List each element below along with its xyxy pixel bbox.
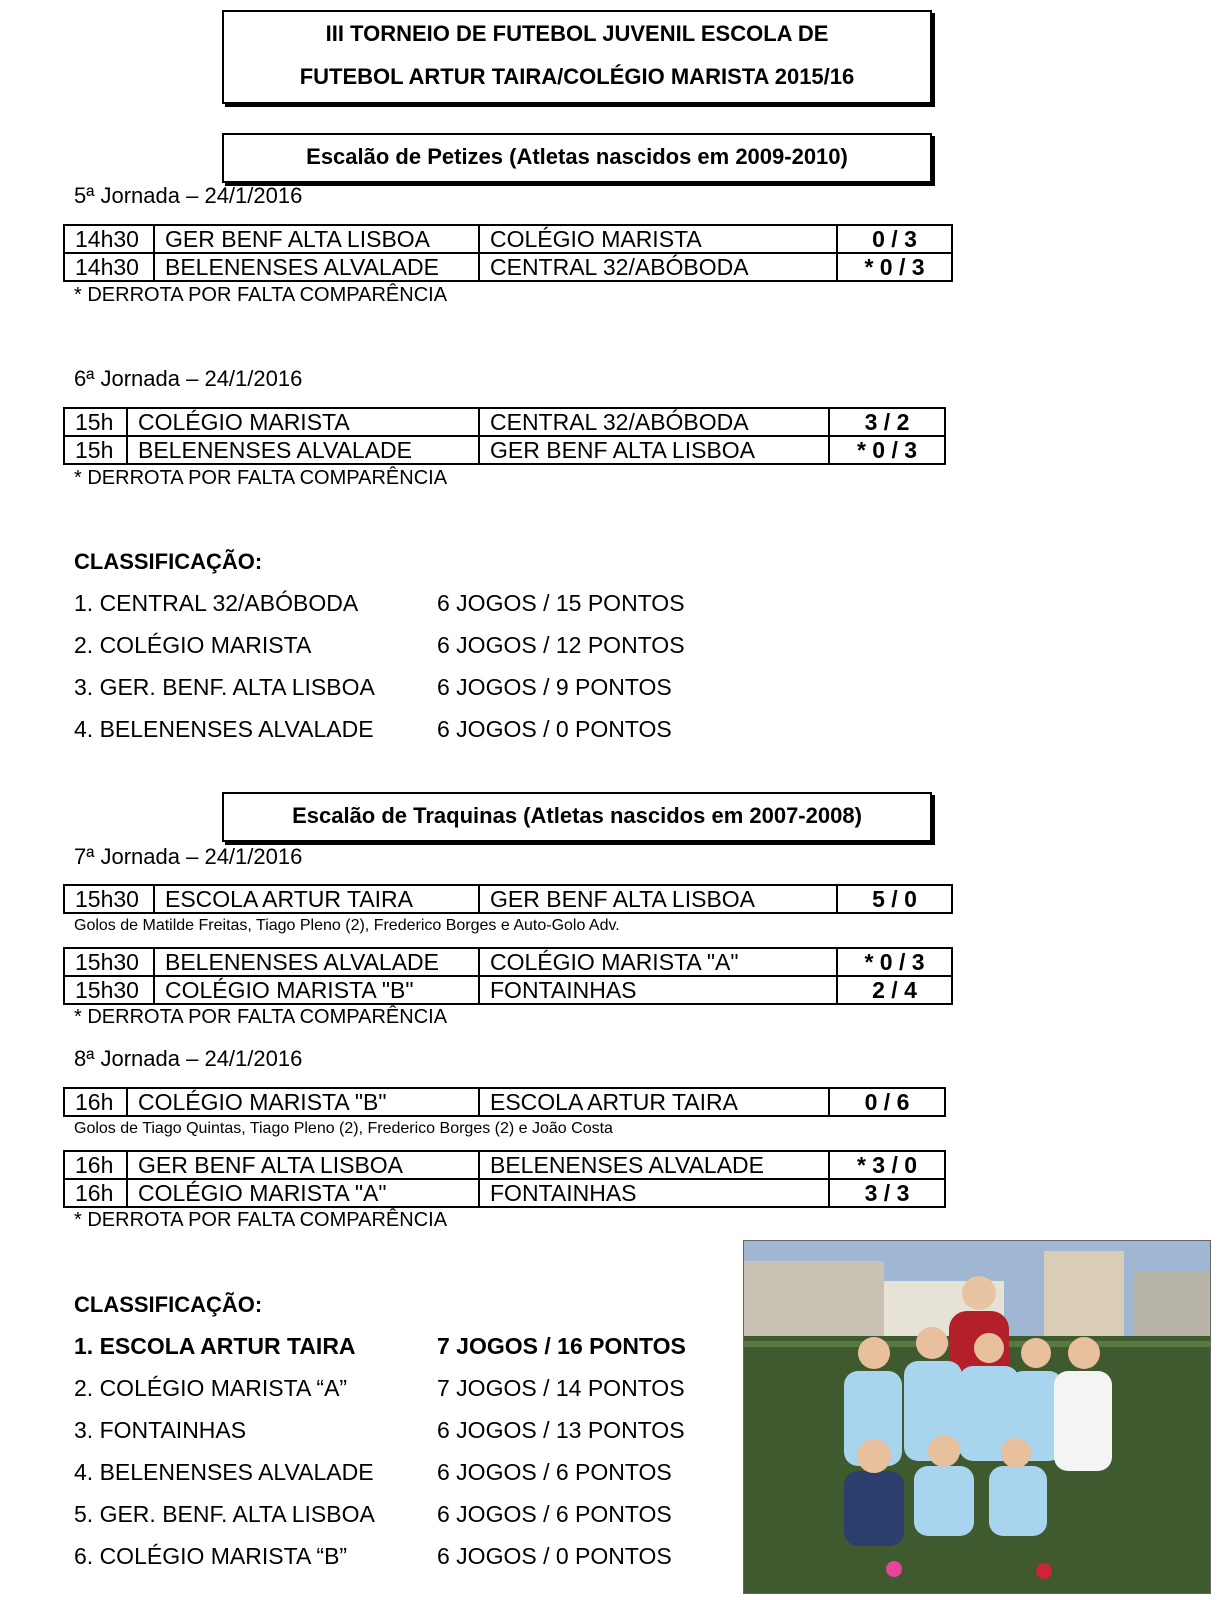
ranking-stats: 6 JOGOS / 0 PONTOS: [437, 716, 672, 742]
home-team: ESCOLA ARTUR TAIRA: [154, 885, 479, 913]
game-score: * 3 / 0: [829, 1151, 945, 1179]
home-team: COLÉGIO MARISTA "B": [154, 976, 479, 1004]
home-team: COLÉGIO MARISTA: [127, 408, 479, 436]
away-team: CENTRAL 32/ABÓBODA: [479, 408, 829, 436]
ranking-stats: 6 JOGOS / 15 PONTOS: [437, 590, 685, 616]
ranking-team: 3. GER. BENF. ALTA LISBOA: [74, 674, 375, 700]
team-photo-illustration: [744, 1241, 1210, 1593]
game-time: 16h: [64, 1088, 127, 1116]
round-5-label: 5ª Jornada – 24/1/2016: [74, 183, 303, 208]
game-time: 15h30: [64, 948, 154, 976]
forfeit-note: * DERROTA POR FALTA COMPARÊNCIA: [74, 1006, 448, 1028]
round-7-game-a-table: [63, 884, 953, 914]
game-score: * 0 / 3: [837, 253, 952, 281]
round-8-game-a-table: [63, 1087, 946, 1117]
ranking-row: [74, 674, 754, 704]
goal-scorers: Golos de Matilde Freitas, Tiago Pleno (2), Frederico Borges e Auto-Golo Adv.: [74, 917, 620, 934]
ranking-team: 4. BELENENSES ALVALADE: [74, 1459, 374, 1485]
petizes-category-title: Escalão de Petizes (Atletas nascidos em 2009-2010): [222, 133, 932, 183]
home-team: BELENENSES ALVALADE: [127, 436, 479, 464]
ranking-row: [74, 1543, 754, 1573]
table-row: [64, 225, 952, 253]
game-time: 15h30: [64, 885, 154, 913]
round-5-games-table: [63, 224, 953, 282]
forfeit-note: * DERROTA POR FALTA COMPARÊNCIA: [74, 1209, 448, 1231]
tournament-title-line-1: III TORNEIO DE FUTEBOL JUVENIL ESCOLA DE: [325, 21, 829, 46]
game-score: 2 / 4: [837, 976, 952, 1004]
ranking-team: 1. CENTRAL 32/ABÓBODA: [74, 590, 359, 616]
table-row: [64, 408, 945, 436]
ranking-team: 1. ESCOLA ARTUR TAIRA: [74, 1333, 356, 1359]
away-team: GER BENF ALTA LISBOA: [479, 885, 837, 913]
ranking-row: [74, 1417, 754, 1447]
game-time: 15h: [64, 436, 127, 464]
home-team: COLÉGIO MARISTA "B": [127, 1088, 479, 1116]
round-8-games-table: [63, 1150, 946, 1208]
table-row: [64, 1151, 945, 1179]
tournament-title-line-2: FUTEBOL ARTUR TAIRA/COLÉGIO MARISTA 2015/16: [299, 64, 855, 89]
ranking-row: [74, 590, 754, 620]
game-score: 0 / 3: [837, 225, 952, 253]
away-team: COLÉGIO MARISTA: [479, 225, 837, 253]
away-team: BELENENSES ALVALADE: [479, 1151, 829, 1179]
home-team: BELENENSES ALVALADE: [154, 948, 479, 976]
round-7-games-table: [63, 947, 953, 1005]
tournament-title-box: [222, 10, 932, 104]
ranking-stats: 6 JOGOS / 6 PONTOS: [437, 1501, 672, 1527]
ranking-stats: 7 JOGOS / 16 PONTOS: [437, 1333, 686, 1359]
ranking-team: 4. BELENENSES ALVALADE: [74, 716, 374, 742]
team-photo: [743, 1240, 1211, 1594]
away-team: COLÉGIO MARISTA "A": [479, 948, 837, 976]
round-6-label: 6ª Jornada – 24/1/2016: [74, 366, 303, 391]
ranking-team: 2. COLÉGIO MARISTA: [74, 632, 312, 658]
away-team: GER BENF ALTA LISBOA: [479, 436, 829, 464]
home-team: GER BENF ALTA LISBOA: [127, 1151, 479, 1179]
round-7-label: 7ª Jornada – 24/1/2016: [74, 844, 303, 869]
away-team: CENTRAL 32/ABÓBODA: [479, 253, 837, 281]
game-time: 16h: [64, 1179, 127, 1207]
traquinas-category-title: Escalão de Traquinas (Atletas nascidos em 2007-2008): [222, 792, 932, 842]
ranking-stats: 6 JOGOS / 13 PONTOS: [437, 1417, 685, 1443]
game-time: 14h30: [64, 225, 154, 253]
ranking-stats: 6 JOGOS / 12 PONTOS: [437, 632, 685, 658]
game-score: 0 / 6: [829, 1088, 945, 1116]
table-row: [64, 1179, 945, 1207]
petizes-classification-title: CLASSIFICAÇÃO:: [74, 549, 263, 574]
game-score: 3 / 2: [829, 408, 945, 436]
ranking-row: [74, 1501, 754, 1531]
ranking-row: [74, 632, 754, 662]
goal-scorers: Golos de Tiago Quintas, Tiago Pleno (2), Frederico Borges (2) e João Costa: [74, 1120, 613, 1137]
home-team: BELENENSES ALVALADE: [154, 253, 479, 281]
table-row: [64, 253, 952, 281]
ranking-team: 6. COLÉGIO MARISTA “B”: [74, 1543, 348, 1569]
table-row: [64, 948, 952, 976]
game-score: * 0 / 3: [829, 436, 945, 464]
table-row: [64, 436, 945, 464]
ranking-stats: 6 JOGOS / 9 PONTOS: [437, 674, 672, 700]
ranking-team: 5. GER. BENF. ALTA LISBOA: [74, 1501, 375, 1527]
ranking-row: [74, 716, 754, 746]
ranking-team: 3. FONTAINHAS: [74, 1417, 247, 1443]
game-score: 5 / 0: [837, 885, 952, 913]
ranking-stats: 6 JOGOS / 0 PONTOS: [437, 1543, 672, 1569]
away-team: FONTAINHAS: [479, 976, 837, 1004]
ranking-row: [74, 1459, 754, 1489]
game-score: * 0 / 3: [837, 948, 952, 976]
away-team: FONTAINHAS: [479, 1179, 829, 1207]
game-time: 15h: [64, 408, 127, 436]
table-row: [64, 885, 952, 913]
home-team: COLÉGIO MARISTA "A": [127, 1179, 479, 1207]
ranking-row: [74, 1375, 754, 1405]
away-team: ESCOLA ARTUR TAIRA: [479, 1088, 829, 1116]
table-row: [64, 976, 952, 1004]
round-6-games-table: [63, 407, 946, 465]
ranking-stats: 7 JOGOS / 14 PONTOS: [437, 1375, 685, 1401]
game-time: 15h30: [64, 976, 154, 1004]
round-8-label: 8ª Jornada – 24/1/2016: [74, 1046, 303, 1071]
ranking-team: 2. COLÉGIO MARISTA “A”: [74, 1375, 348, 1401]
home-team: GER BENF ALTA LISBOA: [154, 225, 479, 253]
game-time: 16h: [64, 1151, 127, 1179]
traquinas-classification-title: CLASSIFICAÇÃO:: [74, 1292, 263, 1317]
game-time: 14h30: [64, 253, 154, 281]
ranking-row: [74, 1333, 754, 1363]
table-row: [64, 1088, 945, 1116]
game-score: 3 / 3: [829, 1179, 945, 1207]
ranking-stats: 6 JOGOS / 6 PONTOS: [437, 1459, 672, 1485]
forfeit-note: * DERROTA POR FALTA COMPARÊNCIA: [74, 467, 448, 489]
forfeit-note: * DERROTA POR FALTA COMPARÊNCIA: [74, 284, 448, 306]
